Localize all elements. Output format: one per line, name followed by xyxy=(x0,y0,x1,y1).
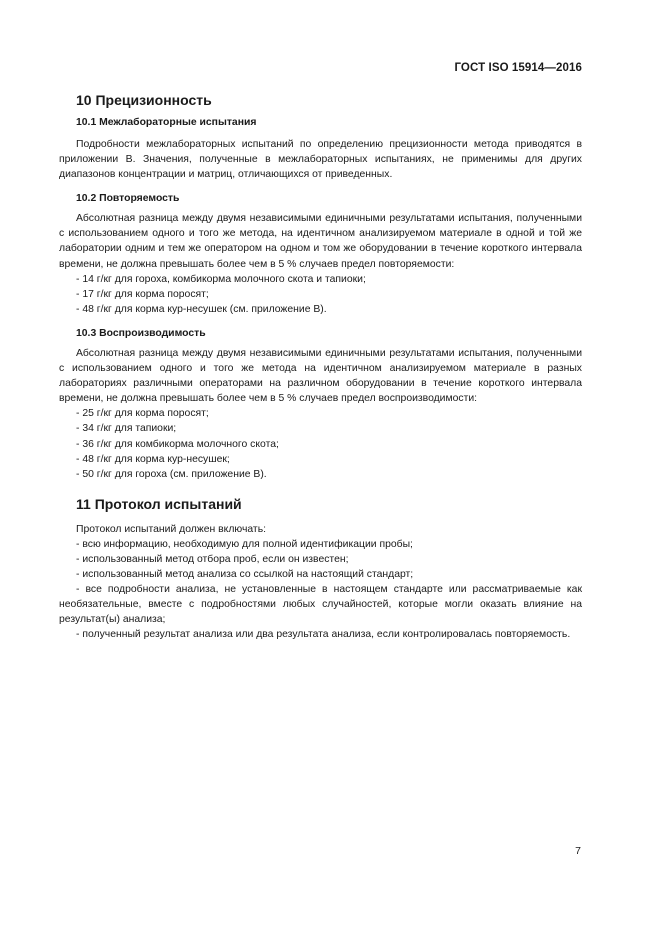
list-item: - полученный результат анализа или два результата анализа, если контролировалась повторяемость. xyxy=(76,629,571,641)
section-11-intro: Протокол испытаний должен включать: xyxy=(76,523,266,535)
list-item: - 36 г/кг для комбикорма молочного скота; xyxy=(76,438,279,450)
list-item: - 50 г/кг для гороха (см. приложение В). xyxy=(76,468,267,480)
page-number: 7 xyxy=(575,845,581,857)
subsection-10-2-text: Абсолютная разница между двумя независимыми единичными результатами испытания, полученными с использованием одного и того же метода, на идентичном анализируемом материале в одной и той же лаборатории одним и тем же оператором на одном и том же оборудовании в течение короткого интервала времени, не должна превышать более чем в 5 % случаев предел повторяемости: xyxy=(59,213,582,270)
list-item: - все подробности анализа, не установленные в настоящем стандарте или рассматриваемые как необязательные, вместе с подробностями любых случайностей, которые могли оказать влияние на результат(ы) анализа; xyxy=(59,584,582,626)
list-item: - 17 г/кг для корма поросят; xyxy=(76,288,209,300)
list-item: - 48 г/кг для корма кур-несушек; xyxy=(76,453,230,465)
subsection-10-1-title: 10.1 Межлабораторные испытания xyxy=(76,117,257,128)
reproducibility-list xyxy=(59,406,582,481)
list-item: - всю информацию, необходимую для полной идентификации пробы; xyxy=(76,538,413,550)
repeatability-list xyxy=(59,272,582,317)
list-item: - 34 г/кг для тапиоки; xyxy=(76,423,177,435)
subsection-10-2-title: 10.2 Повторяемость xyxy=(76,193,180,205)
section-10-title: 10 Прецизионность xyxy=(76,92,212,108)
list-item: - использованный метод анализа со ссылкой на настоящий стандарт; xyxy=(76,569,414,581)
list-item: - 25 г/кг для корма поросят; xyxy=(76,408,209,420)
standard-header: ГОСТ ISO 15914—2016 xyxy=(454,62,582,74)
subsection-10-3-title: 10.3 Воспроизводимость xyxy=(76,327,206,339)
subsection-10-1-text: Подробности межлабораторных испытаний по определению прецизионности метода приводятся в приложении В. Значения, полученные в межлабораторных испытаниях, не применимы для других диапазонов концентрации и матриц, отличающихся от приведенных. xyxy=(59,139,582,181)
list-item: - 14 г/кг для гороха, комбикорма молочного скота и тапиоки; xyxy=(76,273,366,285)
section-11-title: 11 Протокол испытаний xyxy=(76,495,242,512)
subsection-10-3-text: Абсолютная разница между двумя независимыми единичными результатами испытания, полученными с использованием одного и того же метода на идентичном анализируемом материале в разных лабораториях различными операторами на различном оборудовании в течение короткого интервала времени, не должна превышать более чем в 5 % случаев предел воспроизводимости: xyxy=(59,347,582,405)
list-item: - использованный метод отбора проб, если он известен; xyxy=(76,553,349,565)
list-item: - 48 г/кг для корма кур-несушек (см. приложение В). xyxy=(76,303,327,315)
page-content xyxy=(59,91,582,643)
